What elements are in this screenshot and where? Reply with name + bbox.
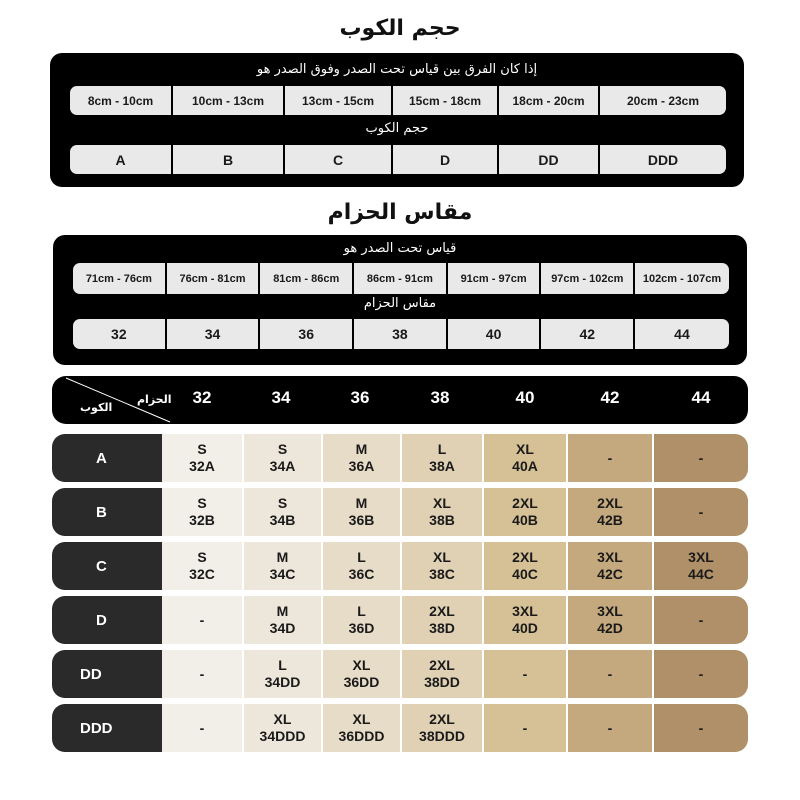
cup-range-pill: 15cm - 18cm: [393, 86, 499, 115]
letter-size: XL: [352, 711, 371, 727]
band-number-row: [73, 319, 729, 349]
letter-size: -: [698, 503, 704, 520]
size-cell: [402, 704, 482, 752]
size-cell: [323, 542, 400, 590]
letter-size: -: [698, 449, 704, 466]
matrix-row-C: [52, 542, 748, 590]
underbust-label: قياس تحت الصدر هو: [343, 241, 457, 256]
letter-size: 3XL: [512, 603, 538, 619]
bra-size: 38B: [429, 512, 455, 528]
bra-size: 32A: [189, 458, 215, 474]
size-cell: [323, 704, 400, 752]
bra-size: 36D: [348, 620, 375, 636]
letter-size: 2XL: [512, 549, 538, 565]
cup-range-pill: 8cm - 10cm: [70, 86, 173, 115]
letter-size: -: [522, 665, 528, 682]
letter-size: L: [278, 657, 287, 673]
band-size-title: مقاس الحزام: [327, 200, 473, 225]
size-cell: [323, 596, 400, 644]
band-number-pill: 34: [167, 319, 261, 349]
matrix-row-DDD: [52, 704, 748, 752]
cup-letter-pill: DDD: [600, 145, 726, 174]
letter-size: -: [522, 719, 528, 736]
bra-size: 32B: [189, 512, 215, 528]
size-cell: [402, 488, 482, 536]
size-cell: [568, 596, 652, 644]
size-cell: [568, 650, 652, 698]
row-label: B: [52, 488, 162, 536]
band-range-pill: 97cm - 102cm: [541, 263, 635, 294]
size-cell: [244, 542, 321, 590]
cup-difference-ranges: [70, 86, 726, 115]
letter-size: XL: [433, 495, 451, 511]
cup-size-title: حجم الكوب: [339, 16, 461, 41]
cup-range-pill: 18cm - 20cm: [499, 86, 600, 115]
band-number-pill: 36: [260, 319, 354, 349]
letter-size: M: [355, 441, 368, 457]
letter-size: -: [607, 449, 613, 466]
letter-size: XL: [516, 441, 534, 457]
letter-size: -: [698, 719, 704, 736]
letter-size: -: [607, 665, 613, 682]
letter-size: -: [199, 665, 205, 682]
cup-letter-pill: B: [173, 145, 285, 174]
bra-size: 34D: [269, 620, 296, 636]
bra-size: 38C: [429, 566, 455, 582]
letter-size: S: [277, 495, 288, 511]
band-size-panel: [53, 235, 747, 365]
letter-size: M: [276, 603, 289, 619]
matrix-row-D: [52, 596, 748, 644]
letter-size: 3XL: [597, 549, 623, 565]
cup-range-pill: 10cm - 13cm: [173, 86, 285, 115]
bra-size: 40C: [512, 566, 538, 582]
cup-range-pill: 13cm - 15cm: [285, 86, 393, 115]
cup-size-label: حجم الكوب: [365, 121, 429, 136]
size-cell: [654, 596, 748, 644]
bra-size: 36DDD: [338, 728, 385, 744]
size-cell: [568, 434, 652, 482]
letter-size: 2XL: [597, 495, 623, 511]
letter-size: 3XL: [597, 603, 623, 619]
column-header: 38: [430, 388, 450, 407]
size-cell: [654, 434, 748, 482]
bra-size: 38A: [429, 458, 455, 474]
size-cell: [402, 596, 482, 644]
bra-size: 38DDD: [419, 728, 465, 744]
bra-size: 38D: [429, 620, 455, 636]
letter-size: L: [437, 441, 447, 457]
letter-size: 2XL: [429, 711, 455, 727]
row-label: D: [52, 596, 162, 644]
letter-size: 2XL: [429, 657, 455, 673]
size-cell: [568, 542, 652, 590]
bra-size: 40A: [512, 458, 538, 474]
size-cell: [484, 704, 566, 752]
bra-size: 40D: [512, 620, 538, 636]
bra-size: 36C: [348, 566, 375, 582]
size-cell: [402, 542, 482, 590]
bra-size: 34DD: [264, 674, 301, 690]
letter-size: XL: [273, 711, 292, 727]
matrix-row-B: [52, 488, 748, 536]
letter-size: XL: [352, 657, 371, 673]
bra-size: 42B: [597, 512, 623, 528]
cup-letter-pill: D: [393, 145, 499, 174]
band-range-pill: 71cm - 76cm: [73, 263, 167, 294]
size-cell: [484, 434, 566, 482]
size-cell: [654, 650, 748, 698]
bra-size: 32C: [189, 566, 215, 582]
bra-size: 36DD: [343, 674, 380, 690]
size-cell: [484, 488, 566, 536]
size-cell: [162, 542, 242, 590]
letter-size: -: [199, 719, 205, 736]
bra-size: 38DD: [424, 674, 460, 690]
corner-band-label: الحزام: [137, 393, 172, 406]
size-cell: [244, 650, 321, 698]
size-cell: [162, 704, 242, 752]
size-cell: [244, 596, 321, 644]
band-range-pill: 86cm - 91cm: [354, 263, 448, 294]
band-range-pill: 76cm - 81cm: [167, 263, 261, 294]
letter-size: S: [197, 441, 207, 457]
letter-size: 2XL: [512, 495, 538, 511]
letter-size: S: [197, 549, 207, 565]
bra-size: 42D: [597, 620, 623, 636]
column-header: 34: [271, 388, 291, 407]
size-matrix-header: [52, 376, 748, 424]
cup-range-pill: 20cm - 23cm: [600, 86, 726, 115]
size-cell: [323, 488, 400, 536]
row-label: DD: [52, 650, 162, 698]
size-cell: [244, 488, 321, 536]
letter-size: L: [357, 603, 366, 619]
bra-size: 36B: [348, 512, 375, 528]
letter-size: -: [199, 611, 205, 628]
size-cell: [244, 434, 321, 482]
cup-letter-pill: DD: [499, 145, 600, 174]
size-cell: [323, 650, 400, 698]
size-cell: [484, 650, 566, 698]
letter-size: -: [607, 719, 613, 736]
band-range-pill: 102cm - 107cm: [635, 263, 729, 294]
size-cell: [568, 488, 652, 536]
size-cell: [484, 596, 566, 644]
size-cell: [162, 650, 242, 698]
size-cell: [244, 704, 321, 752]
column-header: 32: [192, 388, 212, 407]
column-header: 42: [600, 388, 620, 407]
letter-size: 3XL: [688, 549, 714, 565]
letter-size: M: [276, 549, 289, 565]
cup-letter-pill: A: [70, 145, 173, 174]
size-cell: [654, 704, 748, 752]
cup-letter-row: [70, 145, 726, 174]
band-size-label: مقاس الحزام: [363, 296, 437, 311]
letter-size: S: [197, 495, 207, 511]
bra-size: 34B: [269, 512, 296, 528]
matrix-row-DD: [52, 650, 748, 698]
cup-letter-pill: C: [285, 145, 393, 174]
size-cell: [568, 704, 652, 752]
band-number-pill: 32: [73, 319, 167, 349]
letter-size: XL: [433, 549, 451, 565]
column-header: 44: [691, 388, 711, 407]
size-cell: [484, 542, 566, 590]
bra-size: 44C: [688, 566, 714, 582]
size-cell: [162, 488, 242, 536]
size-cell: [162, 434, 242, 482]
size-cell: [654, 542, 748, 590]
band-range-pill: 81cm - 86cm: [260, 263, 354, 294]
size-cell: [402, 650, 482, 698]
underbust-ranges: [73, 263, 729, 294]
cup-size-panel: [50, 53, 744, 187]
bra-size: 42C: [597, 566, 623, 582]
bra-size: 40B: [512, 512, 538, 528]
bra-size: 36A: [348, 458, 375, 474]
column-header: 36: [350, 388, 370, 407]
column-header: 40: [515, 388, 535, 407]
row-label: A: [52, 434, 162, 482]
row-label: C: [52, 542, 162, 590]
letter-size: 2XL: [429, 603, 455, 619]
band-number-pill: 42: [541, 319, 635, 349]
letter-size: -: [698, 665, 704, 682]
letter-size: -: [698, 611, 704, 628]
band-range-pill: 91cm - 97cm: [448, 263, 542, 294]
size-cell: [323, 434, 400, 482]
band-number-pill: 44: [635, 319, 729, 349]
bra-size: 34DDD: [259, 728, 306, 744]
cup-difference-label: إذا كان الفرق بين قياس تحت الصدر وفوق الصدر هو: [256, 62, 538, 77]
size-cell: [402, 434, 482, 482]
letter-size: M: [355, 495, 368, 511]
bra-size: 34C: [269, 566, 296, 582]
band-number-pill: 40: [448, 319, 542, 349]
letter-size: L: [357, 549, 366, 565]
size-cell: [654, 488, 748, 536]
corner-cup-label: الكوب: [80, 401, 113, 414]
matrix-row-A: [52, 434, 748, 482]
row-label: DDD: [52, 704, 162, 752]
band-number-pill: 38: [354, 319, 448, 349]
letter-size: S: [277, 441, 288, 457]
bra-size: 34A: [269, 458, 296, 474]
size-cell: [162, 596, 242, 644]
